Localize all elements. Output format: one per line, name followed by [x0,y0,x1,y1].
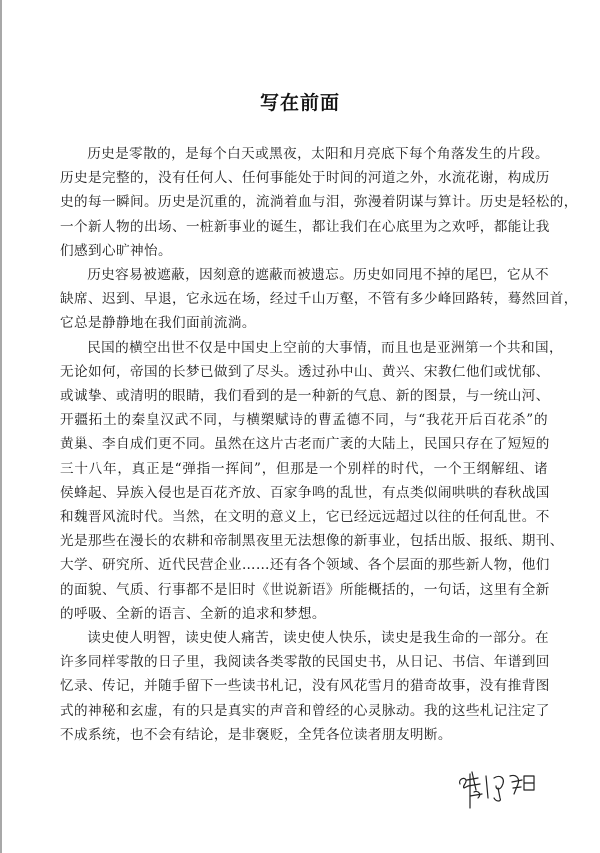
paragraph-4 [60,626,548,747]
signature-stroke [467,772,482,798]
page-edge [0,0,2,853]
paragraph-3 [60,336,564,626]
text-line: 侯蜂起、异族入侵也是百花齐放、百家争鸣的乱世，有点类似闹哄哄的春秋战国 [60,484,550,501]
text-line: 它总是静静地在我们面前流淌。 [60,315,256,332]
text-line: 的面貌、气质、行事都不是旧时《世说新语》所能概括的，一句话，这里有全新 [60,581,550,598]
text-line: 光是那些在漫长的农耕和帝制黑夜里无法想像的新事业，包括出版、报纸、期刊、 [60,533,564,550]
text-line: 史的每一瞬间。历史是沉重的，流淌着血与泪，弥漫着阴谋与算计。历史是轻松的， [60,194,578,211]
text-line: 和魏晋风流时代。当然，在文明的意义上，它已经远远超过以往的任何乱世。不 [60,509,550,526]
text-line: 一个新人物的出场、一桩新事业的诞生，都让我们在心底里为之欢呼，都能让我 [60,218,550,235]
text-line: 许多同样零散的日子里，我阅读各类零散的民国史书，从日记、书信、年谱到回 [60,654,550,671]
text-line: 读史使人明智，读史使人痛苦，读史使人快乐，读史是我生命的一部分。在 [87,630,549,647]
paragraph-1 [60,142,578,263]
text-line: 或诚挚、或清明的眼睛，我们看到的是一种新的气息、新的图景，与一统山河、 [60,388,550,405]
page-title: 写在前面 [259,92,340,114]
text-line: 的呼吸、全新的语言、全新的追求和梦想。 [60,605,326,622]
signature-stroke [494,776,503,801]
text-line: 黄巢、李自成们更不同。虽然在这片古老而广袤的大陆上，民国只存在了短短的 [60,436,550,453]
text-line: 不成系统，也不会有结论，是非褒贬，全凭各位读者朋友明断。 [60,726,452,743]
text-line: 无论如何，帝国的长梦已做到了尽头。透过孙中山、黄兴、宋教仁他们或忧郁、 [60,363,550,380]
text-line: 们感到心旷神怡。 [60,242,172,259]
text-line: 大学、研究所、近代民营企业……还有各个领域、各个层面的那些新人物，他们 [60,557,550,574]
text-line: 历史是零散的，是每个白天或黑夜，太阳和月亮底下每个角落发生的片段。 [87,146,549,162]
text-line: 三十八年，真正是“弹指一挥间”，但那是一个别样的时代，一个王纲解纽、诸 [60,460,548,477]
text-line: 缺席、迟到、早退，它永远在场，经过千山万壑，不管有多少峰回路转，蓦然回首， [60,291,578,308]
signature-stroke [524,776,534,790]
text-line: 民国的横空出世不仅是中国史上空前的大事情，而且也是亚洲第一个共和国， [87,339,563,356]
text-line: 式的神秘和玄虚，有的只是真实的声音和曾经的心灵脉动。我的这些札记注定了 [60,702,550,719]
text-line: 忆录、传记，并随手留下一些读书札记，没有风花雪月的猎奇故事，没有推背图 [60,678,550,695]
paragraph-2 [60,263,578,336]
text-line: 历史容易被遮蔽，因刻意的遮蔽而被遗忘。历史如同甩不掉的尾巴，它从不 [87,267,549,284]
body-text [60,142,578,747]
signature-icon [456,768,566,812]
text-line: 开疆拓土的秦皇汉武不同，与横槊赋诗的曹孟德不同，与“我花开后百花杀”的 [60,412,548,429]
signature-stroke [486,776,488,798]
text-line: 历史是完整的，没有任何人、任何事能处于时间的河道之外，水流花谢，构成历 [60,170,550,187]
signature-stroke [510,775,522,794]
